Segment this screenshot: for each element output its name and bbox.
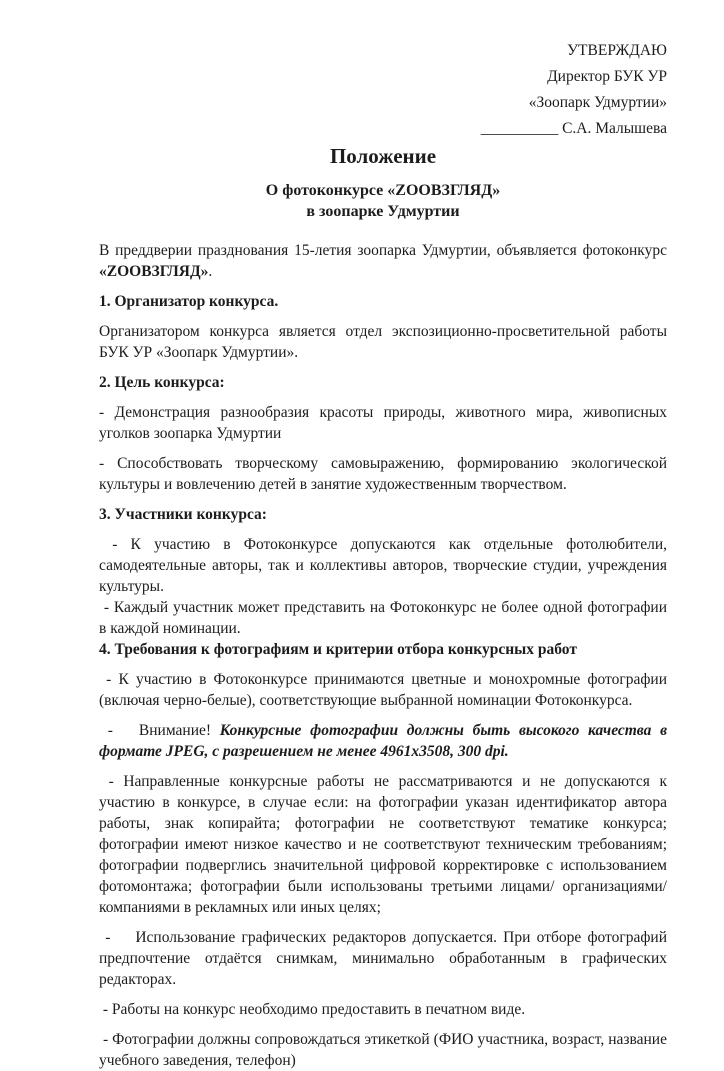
approval-line-organization: «Зоопарк Удмуртии» (528, 94, 667, 111)
section-4-heading: 4. Требования к фотографиям и критерии отбора конкурсных работ (99, 641, 577, 658)
section-3-heading: 3. Участники конкурса: (99, 506, 267, 523)
section-1-body: Организатором конкурса является отдел экспозиционно-просветительной работы БУК УР «Зоопарк Удмуртии». (99, 323, 667, 361)
page-title: Положение (329, 144, 437, 168)
attention-requirement: Конкурсные фотографии должны быть высокого качества в формате JPEG, с разрешением не менее 4961х3508, 300 dpi. (99, 722, 667, 760)
section-3-item: - К участию в Фотоконкурсе допускаются как отдельные фотолюбители, самодеятельные авторы, так и коллективы авторов, творческие студии, учреждения культуры. (99, 536, 667, 595)
section-1-heading: 1. Организатор конкурса. (99, 293, 279, 310)
subtitle-line-1: О фотоконкурсе «ZООВЗГЛЯД» (265, 182, 501, 199)
section-2-heading: 2. Цель конкурса: (99, 374, 225, 391)
intro-paragraph (99, 240, 667, 282)
subtitle-line-2: в зоопарке Удмуртии (306, 203, 460, 220)
section-2-item: - Способствовать творческому самовыражению, формированию экологической культуры и вовлечению детей в занятие художественным творчеством. (99, 455, 667, 493)
section-3-item: - Каждый участник может представить на Фотоконкурс не более одной фотографии в каждой номинации. (99, 599, 667, 637)
approval-signature-line (99, 116, 667, 142)
intro-text-end: . (208, 263, 213, 280)
page-subtitle (99, 180, 667, 222)
signature-name: С.А. Малышева (558, 120, 667, 137)
intro-text: В преддверии празднования 15-летия зоопарка Удмуртии, объявляется фотоконкурс (99, 242, 667, 259)
approval-line-approve: УТВЕРЖДАЮ (567, 42, 667, 59)
section-2-item: - Демонстрация разнообразия красоты природы, животного мира, живописных уголков зоопарка Удмуртии (99, 404, 667, 442)
attention-prefix: - Внимание! (99, 722, 220, 739)
section-4-paragraph-formats: - К участию в Фотоконкурсе принимаются цветные и монохромные фотографии (включая черно-белые), соответствующие выбранной номинации Фотоконкурса. (99, 671, 667, 709)
contest-name: «ZООВЗГЛЯД» (99, 263, 209, 280)
approval-line-director: Директор БУК УР (547, 68, 667, 85)
section-4-paragraph-label: - Фотографии должны сопровождаться этикеткой (ФИО участника, возраст, название учебного заведения, телефон) (99, 1031, 667, 1069)
section-4-paragraph-attention (99, 720, 667, 762)
section-4-paragraph-rejections: - Направленные конкурсные работы не рассматриваются и не допускаются к участию в конкурсе, в случае если: на фотографии указан идентификатор автора работы, знак копирайта; фотографии не соответствуют тематике конкурса; фотографии имеют низкое качество и не соответствуют техническим требованиям; фотографии подверглись значительной цифровой корректировке с использованием фотомонтажа; фотографии были использованы третьими лицами/ организациями/ компаниями в рекламных или иных целях; (99, 773, 667, 916)
signature-blank: __________ (480, 120, 559, 137)
section-4-paragraph-editors: - Использование графических редакторов допускается. При отборе фотографий предпочтение отдаётся снимкам, минимально обработанным в графических редакторах. (99, 929, 667, 988)
approval-block (99, 38, 667, 142)
section-4-paragraph-printed: - Работы на конкурс необходимо предоставить в печатном виде. (99, 1001, 526, 1018)
